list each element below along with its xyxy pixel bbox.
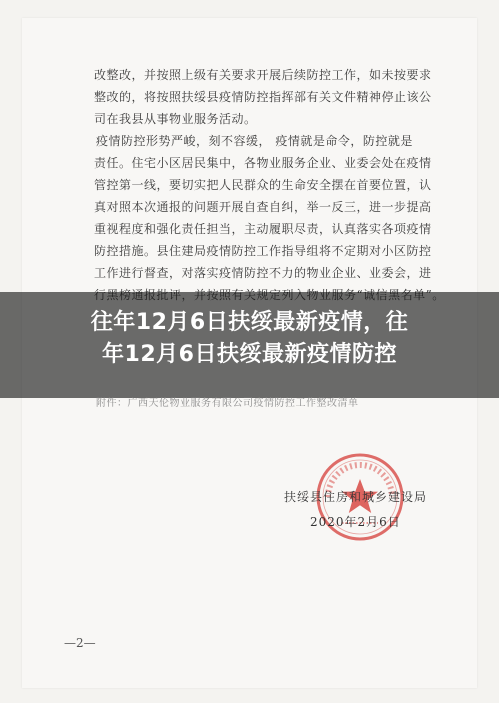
paragraph-line: 重视程度和强化责任担当，主动履职尽责，认真落实各项疫情 [94,222,432,236]
issue-date: 2020年2月6日 [310,515,401,529]
paragraph-line: 整改的，将按照扶绥县疫情防控指挥部有关文件精神停止该公 [94,90,432,104]
paragraph-line: 责任。住宅小区居民集中，各物业服务企业、业委会处在疫情 [94,156,432,170]
page-number: —2— [64,636,96,650]
paragraph-line: 防控措施。县住建局疫情防控工作指导组将不定期对小区防控 [94,244,432,258]
attachment-note: 附件：广西天伦物业服务有限公司疫情防控工作整改清单 [96,398,359,409]
overlay-title-line: 往年12月6日扶绥最新疫情，往 [90,310,409,335]
paragraph-line: 工作进行督查，对落实疫情防控不力的物业企业、业委会，进 [94,266,432,280]
paragraph-line: 真对照本次通报的问题开展自查自纠，举一反三，进一步提高 [94,200,432,214]
overlay-title[interactable] [0,307,499,371]
paragraph-line: 司在我县从事物业服务活动。 [94,112,257,126]
paragraph-line: 管控第一线，要切实把人民群众的生命安全摆在首要位置，认 [94,178,432,192]
document-body [94,64,454,306]
overlay-title-line: 年12月6日扶绥最新疫情防控 [102,342,397,367]
paragraph-line: 改整改，并按照上级有关要求开展后续防控工作，如未按要求 [94,68,432,82]
paragraph-line: 疫情防控形势严峻，刻不容缓， 疫情就是命令，防控就是 [96,134,413,148]
issuer-name: 扶绥县住房和城乡建设局 [284,490,428,504]
